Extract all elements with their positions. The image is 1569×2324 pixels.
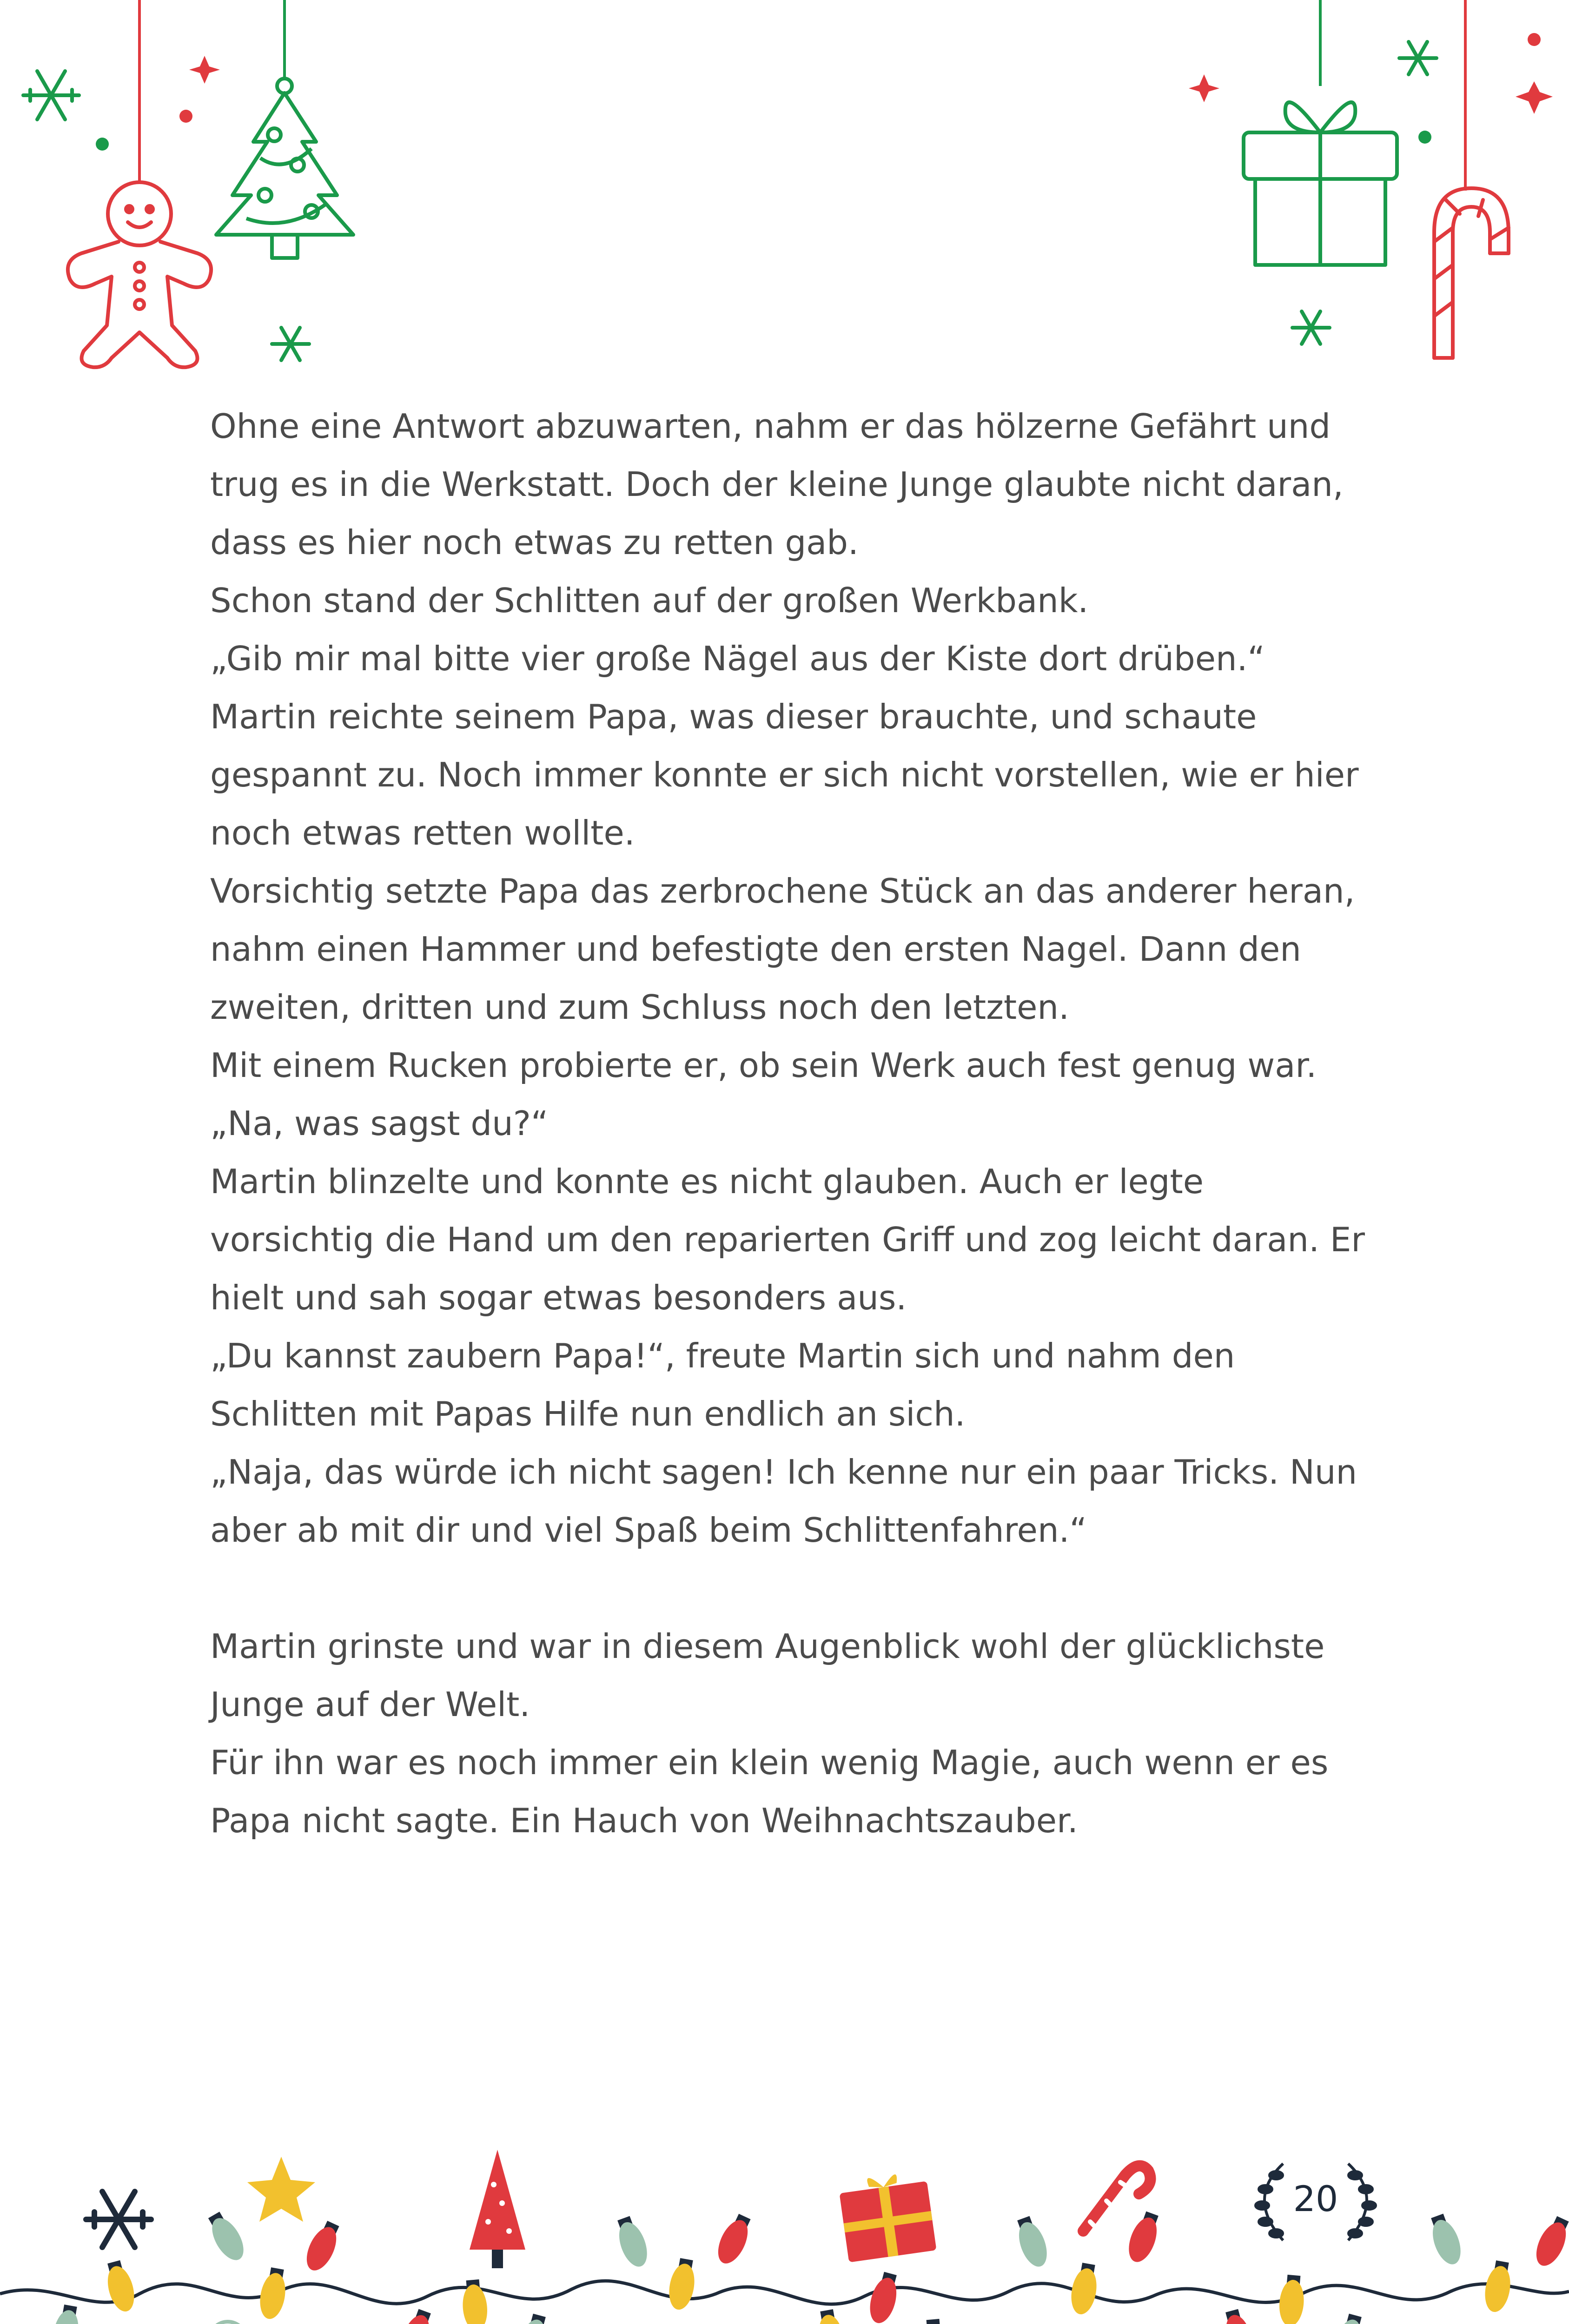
story-paragraph: Ohne eine Antwort abzuwarten, nahm er das hölzerne Gefährt und trug es in die Werkstatt. Doch der kleine Junge glaubte nicht daran, dass es hier noch etwas zu retten gab. <box>210 407 1344 562</box>
story-paragraph: Schon stand der Schlitten auf der großen Werkbank. <box>210 581 1089 620</box>
string-lights-icon <box>0 2281 1569 2304</box>
story-paragraph: Martin grinste und war in diesem Augenblick wohl der glücklichste Junge auf der Welt. <box>210 1627 1325 1724</box>
story-paragraph: Vorsichtig setzte Papa das zerbrochene Stück an das anderer heran, nahm einen Hammer und befestigte den ersten Nagel. Dann den zweiten, dritten und zum Schluss noch den letzten. <box>210 872 1355 1027</box>
paragraph-gap <box>210 1559 1370 1618</box>
story-paragraph: Martin reichte seinem Papa, was dieser brauchte, und schaute gespannt zu. Noch immer konnte er sich nicht vorstellen, wie er hier noch etwas retten wollte. <box>210 697 1359 852</box>
snowflake-icon <box>86 2192 151 2247</box>
gingerbread-man-icon <box>68 182 211 367</box>
top-christmas-decoration <box>0 0 1569 381</box>
gingerbread-icon <box>184 2322 271 2324</box>
candy-cane-icon <box>1083 2166 1151 2231</box>
story-text <box>210 397 1370 1850</box>
story-paragraph: „Na, was sagst du?“ <box>210 1104 549 1143</box>
page-number: 20 <box>1293 2178 1338 2219</box>
star-icon <box>247 2157 315 2222</box>
story-paragraph: Martin blinzelte und konnte es nicht glauben. Auch er legte vorsichtig die Hand um den reparierten Griff und zog leicht daran. Er hielt und sah sogar etwas besonders aus. <box>210 1162 1365 1317</box>
gift-icon <box>838 2170 936 2263</box>
tree-icon <box>470 2150 525 2268</box>
story-paragraph: Für ihn war es noch immer ein klein wenig Magie, auch wenn er es Papa nicht sagte. Ein Hauch von Weihnachtszauber. <box>210 1743 1329 1840</box>
story-paragraph: Mit einem Rucken probierte er, ob sein Werk auch fest genug war. <box>210 1046 1317 1085</box>
gift-ornament-icon <box>1244 102 1397 265</box>
story-paragraph: „Du kannst zaubern Papa!“, freute Martin sich und nahm den Schlitten mit Papas Hilfe nun endlich an sich. <box>210 1336 1235 1433</box>
story-paragraph: „Gib mir mal bitte vier große Nägel aus der Kiste dort drüben.“ <box>210 639 1265 678</box>
snowflake-icon <box>23 42 1437 360</box>
christmas-tree-ornament-icon <box>216 79 353 258</box>
story-paragraph: „Naja, das würde ich nicht sagen! Ich kenne nur ein paar Tricks. Nun aber ab mit dir und viel Spaß beim Schlittenfahren.“ <box>210 1452 1357 1550</box>
candy-cane-icon <box>1434 188 1509 358</box>
